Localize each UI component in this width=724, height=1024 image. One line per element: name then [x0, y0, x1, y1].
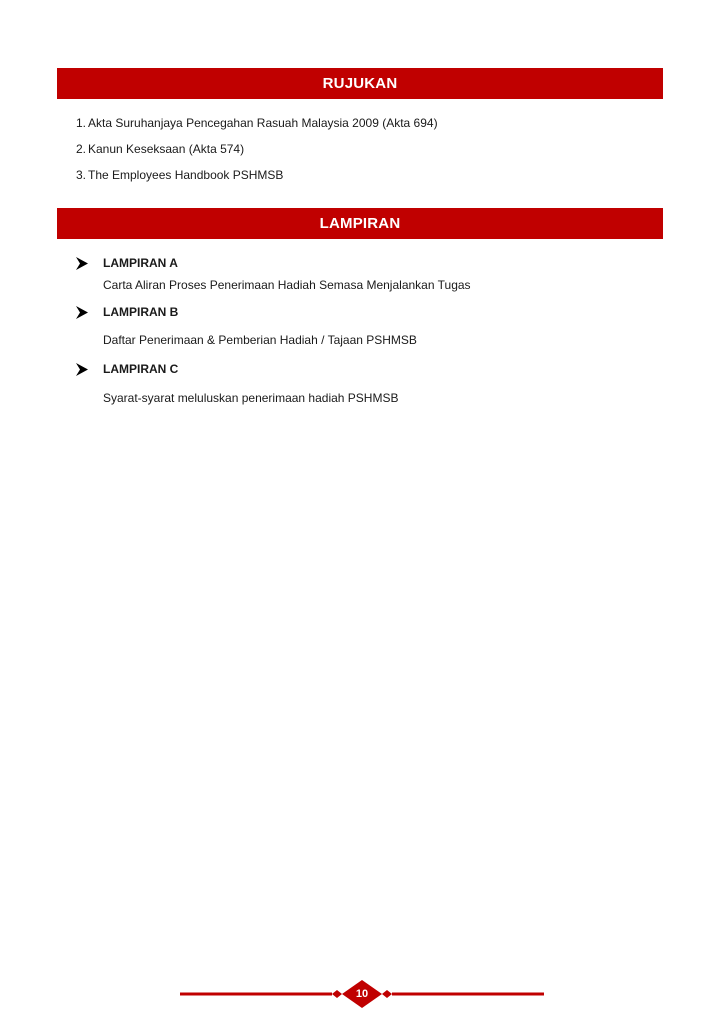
lampiran-header — [57, 208, 663, 239]
attachment-desc: Carta Aliran Proses Penerimaan Hadiah Semasa Menjalankan Tugas — [103, 278, 471, 292]
list-number: 1. — [76, 116, 87, 130]
list-item — [76, 114, 438, 140]
arrow-right-icon — [76, 363, 88, 376]
list-text: Kanun Keseksaan (Akta 574) — [88, 142, 245, 156]
list-number: 3. — [76, 168, 87, 182]
arrow-right-icon — [76, 257, 88, 270]
page-footer — [180, 980, 544, 1008]
attachment-title: LAMPIRAN B — [103, 305, 179, 319]
rujukan-title: RUJUKAN — [322, 75, 398, 92]
page-number: 10 — [355, 988, 369, 1000]
attachment-title: LAMPIRAN A — [103, 256, 178, 270]
list-item — [76, 140, 438, 166]
attachment-title: LAMPIRAN C — [103, 362, 179, 376]
list-text: Akta Suruhanjaya Pencegahan Rasuah Malaysia 2009 (Akta 694) — [88, 116, 438, 130]
attachment-desc: Syarat-syarat meluluskan penerimaan hadiah PSHMSB — [103, 391, 399, 405]
arrow-right-icon — [76, 306, 88, 319]
lampiran-title: LAMPIRAN — [319, 215, 401, 232]
reference-list — [76, 114, 438, 192]
list-item — [76, 166, 438, 192]
list-number: 2. — [76, 142, 87, 156]
rujukan-header — [57, 68, 663, 99]
list-text: The Employees Handbook PSHMSB — [88, 168, 284, 182]
attachment-desc: Daftar Penerimaan & Pemberian Hadiah / Tajaan PSHMSB — [103, 333, 417, 347]
